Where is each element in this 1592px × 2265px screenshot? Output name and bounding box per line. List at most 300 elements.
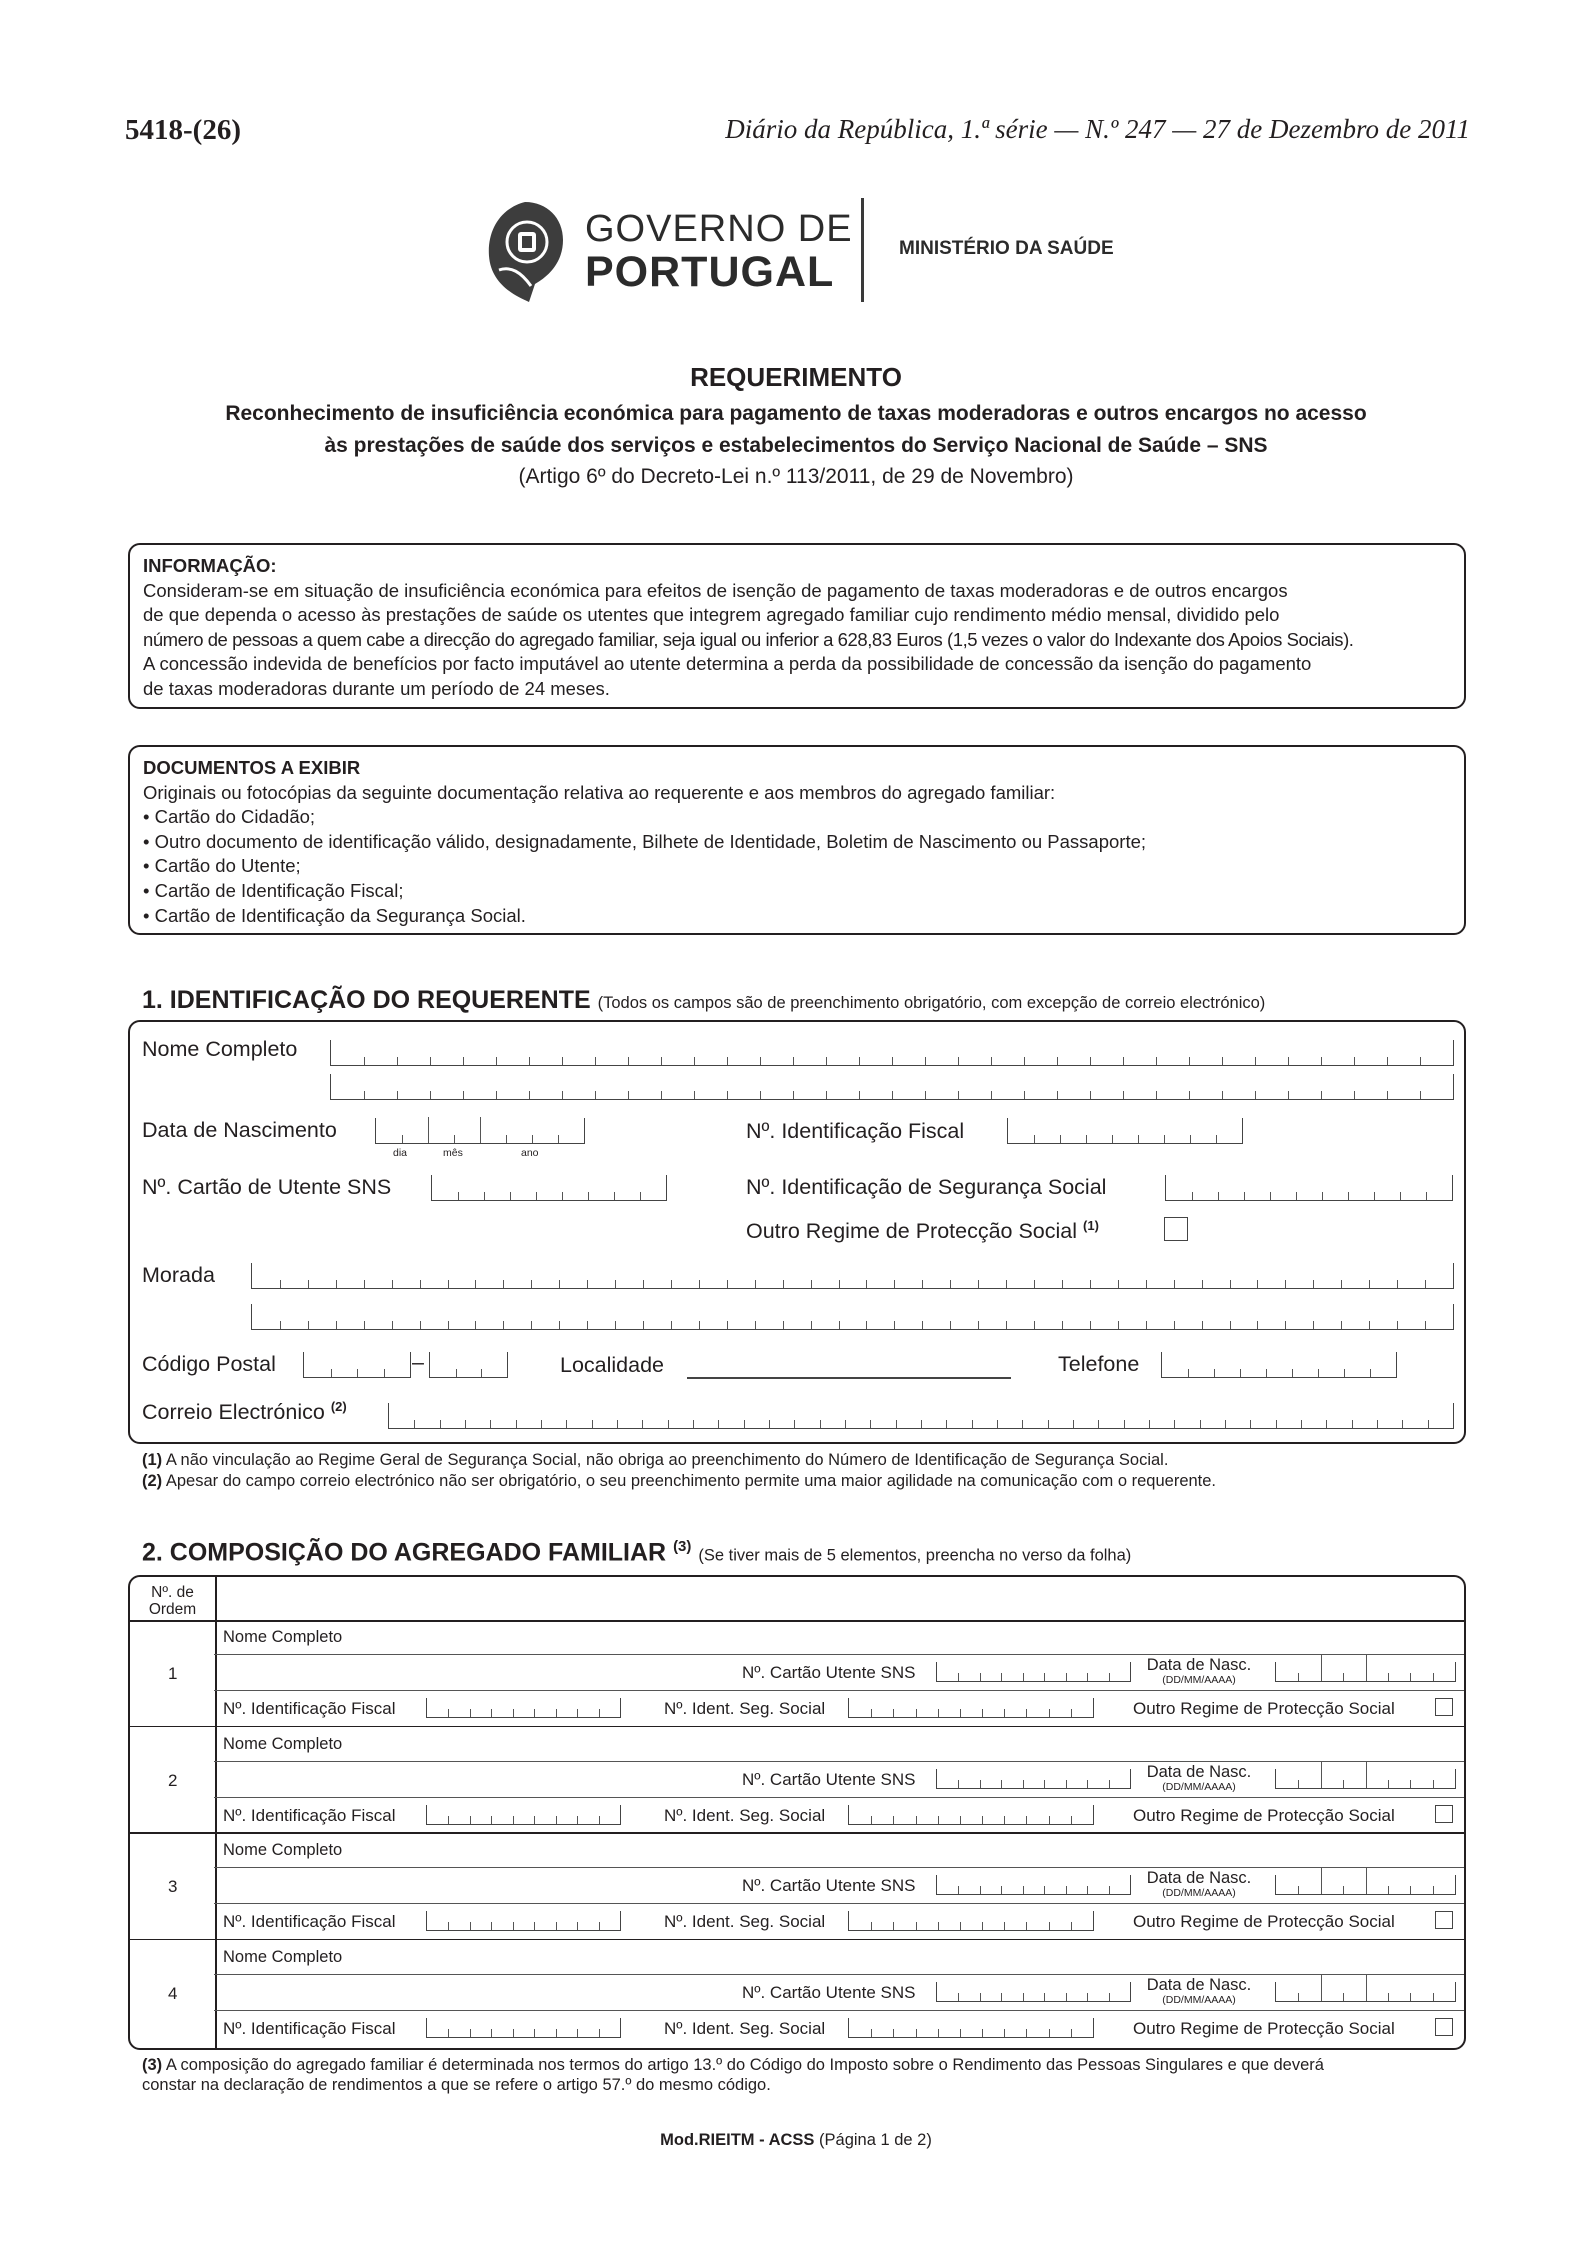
cell-tick xyxy=(1321,1057,1322,1065)
footnote-1 xyxy=(142,1451,1168,1470)
cell-tick xyxy=(859,1057,860,1065)
cell-tick xyxy=(503,1280,504,1288)
cell-tick xyxy=(1071,1709,1072,1717)
cell-tick xyxy=(599,2029,600,2037)
cell-tick xyxy=(894,1321,895,1329)
cell-tick xyxy=(1071,1816,1072,1824)
cell-tick xyxy=(628,1091,629,1099)
cell-tick xyxy=(893,1922,894,1930)
household-sns-field[interactable] xyxy=(936,1662,1131,1682)
household-other-protection-checkbox[interactable] xyxy=(1435,1911,1453,1929)
cell-tick xyxy=(982,1709,983,1717)
cell-tick xyxy=(1369,1280,1370,1288)
household-sns-field[interactable] xyxy=(936,1769,1131,1789)
cell-tick xyxy=(440,1420,441,1428)
other-protection-checkbox[interactable] xyxy=(1164,1217,1188,1241)
household-sns-label: Nº. Cartão Utente SNS xyxy=(742,1663,916,1682)
sns-card-field[interactable] xyxy=(431,1175,667,1201)
cell-tick xyxy=(755,1321,756,1329)
footnote-2-ref: (2) xyxy=(142,1472,163,1490)
cell-tick xyxy=(671,1280,672,1288)
birth-date-label: Data de Nascimento xyxy=(142,1118,337,1142)
cell-tick xyxy=(1321,1762,1322,1788)
cell-tick xyxy=(308,1321,309,1329)
cell-tick xyxy=(1006,1321,1007,1329)
nif-label: Nº. Identificação Fiscal xyxy=(746,1119,965,1143)
cell-tick xyxy=(642,1420,643,1428)
cell-tick xyxy=(1071,1922,1072,1930)
cell-tick xyxy=(839,1280,840,1288)
cell-tick xyxy=(1374,1192,1375,1200)
cell-tick xyxy=(529,1057,530,1065)
government-logo xyxy=(485,196,1125,306)
cell-tick xyxy=(577,2029,578,2037)
section-2-note: (Se tiver mais de 5 elementos, preencha no verso da folha) xyxy=(698,1546,1132,1565)
cell-tick xyxy=(536,1192,537,1200)
cell-tick xyxy=(1298,1780,1299,1788)
cell-tick xyxy=(1366,1762,1367,1788)
cell-tick xyxy=(456,1369,457,1377)
household-niss-field[interactable] xyxy=(848,2018,1094,2038)
cell-tick xyxy=(1090,1321,1091,1329)
cell-tick xyxy=(1433,1886,1434,1894)
cell-tick xyxy=(1397,1280,1398,1288)
household-nif-field[interactable] xyxy=(426,2018,621,2038)
cell-tick xyxy=(1410,1673,1411,1681)
cell-tick xyxy=(1352,1420,1353,1428)
cell-tick xyxy=(470,1922,471,1930)
cell-tick xyxy=(1366,1868,1367,1894)
table-column-divider xyxy=(215,1577,217,2048)
household-name-field[interactable] xyxy=(214,1867,1464,1868)
information-line: A concessão indevida de benefícios por facto imputável ao utente determina a perda da possibilidade de concessão da isenção do pagamento xyxy=(143,653,1312,675)
household-birthdate-field[interactable] xyxy=(1275,1875,1456,1895)
cell-tick xyxy=(1087,1886,1088,1894)
cell-tick xyxy=(893,1709,894,1717)
other-protection-label xyxy=(746,1218,1099,1244)
cell-tick xyxy=(1109,1673,1110,1681)
cell-tick xyxy=(671,1321,672,1329)
cell-tick xyxy=(496,1057,497,1065)
household-row-separator xyxy=(128,1939,1464,1941)
cell-tick xyxy=(1321,1091,1322,1099)
cell-tick xyxy=(559,1321,560,1329)
household-birthdate-label: Data de Nasc. xyxy=(1146,1762,1252,1781)
postal-code-label: Código Postal xyxy=(142,1352,276,1376)
cell-tick xyxy=(392,1280,393,1288)
phone-label: Telefone xyxy=(1058,1352,1140,1376)
cell-tick xyxy=(960,2029,961,2037)
household-name-field[interactable] xyxy=(214,1654,1464,1655)
household-other-protection-checkbox[interactable] xyxy=(1435,1805,1453,1823)
cell-tick xyxy=(893,2029,894,2037)
cell-tick xyxy=(960,1816,961,1824)
cell-tick xyxy=(490,1420,491,1428)
cell-tick xyxy=(643,1280,644,1288)
cell-tick xyxy=(938,1709,939,1717)
cell-tick xyxy=(587,1321,588,1329)
cell-tick xyxy=(922,1321,923,1329)
logo-text-portugal: PORTUGAL xyxy=(585,248,835,296)
household-sns-label: Nº. Cartão Utente SNS xyxy=(742,1982,916,2002)
household-nif-field[interactable] xyxy=(426,1698,621,1718)
cell-tick xyxy=(1049,2029,1050,2037)
cell-tick xyxy=(1112,1135,1113,1143)
cell-tick xyxy=(866,1321,867,1329)
cell-tick xyxy=(1298,1886,1299,1894)
cell-tick xyxy=(592,1420,593,1428)
cell-tick xyxy=(1296,1192,1297,1200)
cell-tick xyxy=(470,1709,471,1717)
cell-tick xyxy=(617,1420,618,1428)
cell-tick xyxy=(1420,1057,1421,1065)
document-subtitle-line-2: às prestações de saúde dos serviços e estabelecimentos do Serviço Nacional de Saúde – SNS xyxy=(324,434,1268,457)
cell-tick xyxy=(1276,1420,1277,1428)
cell-tick xyxy=(925,1091,926,1099)
cell-tick xyxy=(1049,1709,1050,1717)
cell-tick xyxy=(1044,1780,1045,1788)
cell-tick xyxy=(643,1321,644,1329)
cell-tick xyxy=(1124,1420,1125,1428)
cell-tick xyxy=(769,1420,770,1428)
household-name-field[interactable] xyxy=(214,1974,1464,1975)
birth-day-hint: dia xyxy=(393,1147,408,1159)
cell-tick xyxy=(1369,1321,1370,1329)
cell-tick xyxy=(1026,1709,1027,1717)
household-name-label: Nome Completo xyxy=(223,1628,343,1646)
cell-tick xyxy=(1164,1135,1165,1143)
logo-divider xyxy=(861,198,864,302)
cell-tick xyxy=(1109,1886,1110,1894)
cell-tick xyxy=(1066,1780,1067,1788)
order-header-line-1: Nº. de xyxy=(151,1584,194,1601)
cell-tick xyxy=(448,1321,449,1329)
cell-tick xyxy=(916,1922,917,1930)
postal-code-dash: – xyxy=(412,1350,424,1374)
cell-tick xyxy=(1214,1369,1215,1377)
cell-tick xyxy=(1034,1280,1035,1288)
cell-tick xyxy=(1420,1091,1421,1099)
household-row-separator xyxy=(128,1832,1464,1834)
cell-tick xyxy=(991,1057,992,1065)
cell-tick xyxy=(1397,1321,1398,1329)
section-1-heading: 1. IDENTIFICAÇÃO DO REQUERENTE xyxy=(142,986,591,1014)
household-nif-label: Nº. Identificação Fiscal xyxy=(223,1912,396,1931)
cell-tick xyxy=(1001,1993,1002,2001)
cell-tick xyxy=(1400,1192,1401,1200)
email-label-text: Correio Electrónico xyxy=(142,1400,325,1425)
cell-tick xyxy=(1270,1192,1271,1200)
household-niss-field[interactable] xyxy=(848,1911,1094,1931)
cell-tick xyxy=(982,2029,983,2037)
cell-tick xyxy=(793,1057,794,1065)
cell-tick xyxy=(1433,1993,1434,2001)
nif-field[interactable] xyxy=(1007,1118,1243,1144)
cell-tick xyxy=(562,1192,563,1200)
cell-tick xyxy=(938,1922,939,1930)
household-sns-label: Nº. Cartão Utente SNS xyxy=(742,1876,916,1895)
cell-tick xyxy=(280,1321,281,1329)
footnote-ref-1: (1) xyxy=(1083,1218,1099,1233)
cell-tick xyxy=(1192,1192,1193,1200)
cell-tick xyxy=(958,1993,959,2001)
phone-field[interactable] xyxy=(1161,1352,1397,1378)
household-birthdate-field[interactable] xyxy=(1275,1982,1456,2002)
cell-tick xyxy=(414,1420,415,1428)
cell-tick xyxy=(1202,1321,1203,1329)
niss-field[interactable] xyxy=(1165,1175,1453,1201)
cell-tick xyxy=(661,1057,662,1065)
cell-tick xyxy=(1225,1420,1226,1428)
documents-title: DOCUMENTOS A EXIBIR xyxy=(143,757,361,778)
section-2-title xyxy=(142,1538,1131,1567)
postal-code-field-part-1[interactable] xyxy=(303,1352,411,1378)
cell-tick xyxy=(1023,1673,1024,1681)
cell-tick xyxy=(938,2029,939,2037)
order-header xyxy=(130,1584,215,1618)
cell-tick xyxy=(1138,1135,1139,1143)
cell-tick xyxy=(1285,1280,1286,1288)
cell-tick xyxy=(727,1321,728,1329)
cell-tick xyxy=(661,1091,662,1099)
cell-tick xyxy=(587,1280,588,1288)
footnote-1-ref: (1) xyxy=(142,1451,163,1469)
household-other-protection-checkbox[interactable] xyxy=(1435,2018,1453,2036)
household-birthdate-field[interactable] xyxy=(1275,1662,1456,1682)
cell-tick xyxy=(980,1993,981,2001)
cell-tick xyxy=(1222,1057,1223,1065)
household-birthdate-label: Data de Nasc. xyxy=(1146,1975,1252,1994)
cell-tick xyxy=(820,1420,821,1428)
cell-tick xyxy=(1433,1673,1434,1681)
cell-tick xyxy=(699,1321,700,1329)
documents-item: • Cartão de Identificação Fiscal; xyxy=(143,879,404,901)
logo-text-governo: GOVERNO DE xyxy=(585,208,853,250)
document-subtitle-line-1: Reconhecimento de insuficiência económica para pagamento de taxas moderadoras e outros encargos no acesso xyxy=(225,402,1367,425)
household-niss-field[interactable] xyxy=(848,1805,1094,1825)
cell-tick xyxy=(402,1135,403,1143)
cell-tick xyxy=(336,1280,337,1288)
household-sns-label: Nº. Cartão Utente SNS xyxy=(742,1769,916,1789)
cell-tick xyxy=(922,1280,923,1288)
cell-tick xyxy=(1049,1922,1050,1930)
cell-tick xyxy=(588,1192,589,1200)
documents-item: • Outro documento de identificação válido, designadamente, Bilhete de Identidade, Boletim de Nascimento ou Passaporte; xyxy=(143,830,1147,852)
cell-tick xyxy=(1318,1369,1319,1377)
cell-tick xyxy=(1006,1280,1007,1288)
cell-tick xyxy=(1066,1993,1067,2001)
cell-tick xyxy=(1222,1091,1223,1099)
address-field-line-2[interactable] xyxy=(251,1304,1454,1330)
cell-tick xyxy=(1073,1420,1074,1428)
cell-tick xyxy=(1292,1369,1293,1377)
legal-reference: (Artigo 6º do Decreto-Lei n.º 113/2011, de 29 de Novembro) xyxy=(518,465,1074,488)
cell-tick xyxy=(871,1709,872,1717)
cell-tick xyxy=(958,1780,959,1788)
cell-tick xyxy=(1313,1280,1314,1288)
household-other-protection-checkbox[interactable] xyxy=(1435,1698,1453,1716)
household-birthdate-label: Data de Nasc. xyxy=(1146,1869,1252,1887)
cell-tick xyxy=(826,1057,827,1065)
cell-tick xyxy=(693,1420,694,1428)
cell-tick xyxy=(513,1816,514,1824)
cell-tick xyxy=(534,1816,535,1824)
cell-tick xyxy=(871,1816,872,1824)
cell-tick xyxy=(859,1091,860,1099)
documents-intro: Originais ou fotocópias da seguinte documentação relativa ao requerente e aos membros do agregado familiar: xyxy=(143,781,1056,803)
household-nif-label: Nº. Identificação Fiscal xyxy=(223,1699,396,1718)
cell-tick xyxy=(826,1091,827,1099)
cell-tick xyxy=(566,1420,567,1428)
cell-tick xyxy=(1001,1673,1002,1681)
cell-tick xyxy=(892,1057,893,1065)
household-birthdate-field[interactable] xyxy=(1275,1769,1456,1789)
cell-tick xyxy=(1049,1816,1050,1824)
household-birthdate-format: (DD/MM/AAAA) xyxy=(1162,1887,1236,1899)
full-name-field-line-1[interactable] xyxy=(330,1040,1454,1066)
household-niss-field[interactable] xyxy=(848,1698,1094,1718)
full-name-field-line-2[interactable] xyxy=(330,1074,1454,1100)
cell-tick xyxy=(1230,1321,1231,1329)
information-line: de que dependa o acesso às prestações de saúde os utentes que integrem agregado familiar cujo rendimento médio mensal, dividido pelo xyxy=(143,604,1280,626)
cell-tick xyxy=(577,1709,578,1717)
cell-tick xyxy=(531,1280,532,1288)
postal-code-field-part-2[interactable] xyxy=(429,1352,508,1378)
cell-tick xyxy=(972,1420,973,1428)
cell-tick xyxy=(1244,1192,1245,1200)
cell-tick xyxy=(1004,2029,1005,2037)
cell-tick xyxy=(1146,1321,1147,1329)
household-row-number: 1 xyxy=(168,1664,178,1683)
footnote-3-ref: (3) xyxy=(142,2056,163,2074)
cell-tick xyxy=(727,1057,728,1065)
order-header-line-2: Ordem xyxy=(148,1601,197,1618)
cell-tick xyxy=(1026,2029,1027,2037)
documents-box xyxy=(128,745,1466,935)
cell-tick xyxy=(481,1369,482,1377)
cell-tick xyxy=(397,1057,398,1065)
cell-tick xyxy=(615,1321,616,1329)
cell-tick xyxy=(1343,1993,1344,2001)
email-field[interactable] xyxy=(388,1403,1454,1429)
cell-tick xyxy=(448,1922,449,1930)
cell-tick xyxy=(1216,1135,1217,1143)
household-row-number: 4 xyxy=(168,1983,178,2003)
cell-tick xyxy=(871,1922,872,1930)
household-nif-field[interactable] xyxy=(426,1911,621,1931)
cell-tick xyxy=(870,1420,871,1428)
cell-tick xyxy=(308,1280,309,1288)
cell-tick xyxy=(556,1816,557,1824)
cell-tick xyxy=(430,1091,431,1099)
cell-tick xyxy=(562,1057,563,1065)
cell-tick xyxy=(1388,1780,1389,1788)
address-field-line-1[interactable] xyxy=(251,1263,1454,1289)
cell-tick xyxy=(1410,1993,1411,2001)
household-birthdate-label: Data de Nasc. xyxy=(1146,1656,1252,1674)
cell-tick xyxy=(794,1420,795,1428)
cell-tick xyxy=(516,1420,517,1428)
cell-tick xyxy=(496,1091,497,1099)
household-sns-field[interactable] xyxy=(936,1875,1131,1895)
cell-tick xyxy=(465,1420,466,1428)
cell-tick xyxy=(541,1420,542,1428)
cell-tick xyxy=(470,2029,471,2037)
cell-tick xyxy=(991,1091,992,1099)
cell-tick xyxy=(1190,1135,1191,1143)
cell-tick xyxy=(1301,1420,1302,1428)
household-birthdate-format: (DD/MM/AAAA) xyxy=(1162,1780,1236,1793)
form-identifier xyxy=(0,2131,1592,2150)
cell-tick xyxy=(1087,1993,1088,2001)
cell-tick xyxy=(871,2029,872,2037)
niss-label: Nº. Identificação de Segurança Social xyxy=(746,1175,1107,1199)
household-sns-field[interactable] xyxy=(936,1982,1131,2002)
cell-tick xyxy=(1044,1886,1045,1894)
cell-tick xyxy=(1288,1091,1289,1099)
locality-field[interactable] xyxy=(687,1377,1011,1379)
cell-tick xyxy=(894,1280,895,1288)
cell-tick xyxy=(506,1135,507,1143)
footnote-3 xyxy=(142,2055,1324,2095)
household-niss-label: Nº. Ident. Seg. Social xyxy=(664,2018,826,2038)
journal-header: Diário da República, 1.ª série — N.º 247 — 27 de Dezembro de 2011 xyxy=(725,114,1470,144)
cell-tick xyxy=(1057,1091,1058,1099)
cell-tick xyxy=(1343,1780,1344,1788)
cell-tick xyxy=(744,1420,745,1428)
cell-tick xyxy=(1026,1922,1027,1930)
information-box xyxy=(128,543,1466,709)
cell-tick xyxy=(1255,1057,1256,1065)
cell-tick xyxy=(845,1420,846,1428)
birth-month-hint: mês xyxy=(443,1147,463,1159)
cell-tick xyxy=(1377,1420,1378,1428)
cell-tick xyxy=(577,1816,578,1824)
cell-tick xyxy=(1366,1655,1367,1681)
cell-tick xyxy=(760,1091,761,1099)
cell-tick xyxy=(1087,1780,1088,1788)
household-nif-field[interactable] xyxy=(426,1805,621,1825)
cell-tick xyxy=(1321,1655,1322,1681)
cell-tick xyxy=(1341,1280,1342,1288)
cell-tick xyxy=(364,1280,365,1288)
section-1-note: (Todos os campos são de preenchimento obrigatório, com excepção de correio electrónico) xyxy=(597,994,1266,1012)
cell-tick xyxy=(1023,1886,1024,1894)
cell-tick xyxy=(916,1709,917,1717)
cell-tick xyxy=(1189,1057,1190,1065)
cell-tick xyxy=(1022,1420,1023,1428)
cell-tick xyxy=(938,1816,939,1824)
birth-date-field[interactable] xyxy=(375,1118,585,1144)
cell-tick xyxy=(960,1922,961,1930)
cell-tick xyxy=(1298,1993,1299,2001)
cell-tick xyxy=(1402,1420,1403,1428)
cell-tick xyxy=(463,1091,464,1099)
household-row-separator xyxy=(128,1726,1464,1728)
household-name-label: Nome Completo xyxy=(223,1947,343,1966)
cell-tick xyxy=(978,1280,979,1288)
cell-tick xyxy=(1426,1192,1427,1200)
email-label xyxy=(142,1399,347,1425)
cell-tick xyxy=(916,1816,917,1824)
cell-tick xyxy=(491,1922,492,1930)
cell-tick xyxy=(448,2029,449,2037)
cell-tick xyxy=(1044,1673,1045,1681)
household-row-divider xyxy=(214,1903,1464,1904)
cell-tick xyxy=(1255,1091,1256,1099)
household-name-field[interactable] xyxy=(214,1761,1464,1762)
form-page: (Página 1 de 2) xyxy=(819,2131,932,2149)
